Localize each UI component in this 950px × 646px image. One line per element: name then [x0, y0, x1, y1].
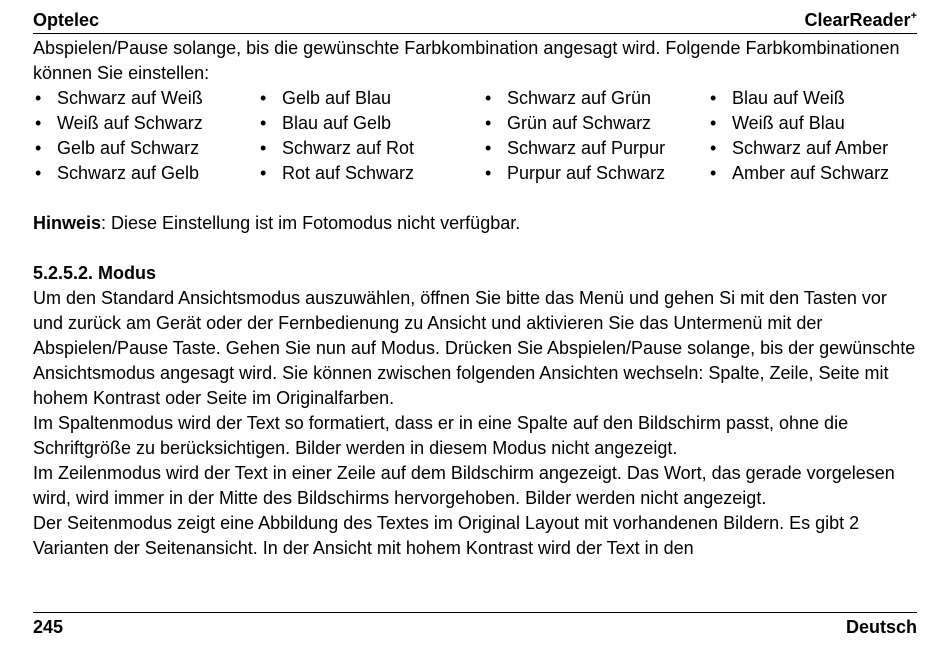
list-item: • Weiß auf Schwarz — [33, 111, 258, 136]
color-column-1 — [33, 86, 258, 186]
list-item: • Gelb auf Schwarz — [33, 136, 258, 161]
list-item: • Gelb auf Blau — [258, 86, 483, 111]
brand-name: Optelec — [33, 10, 100, 30]
list-item: • Amber auf Schwarz — [708, 161, 917, 186]
color-column-4 — [708, 86, 917, 186]
color-column-3 — [483, 86, 708, 186]
note-label: Hinweis — [33, 213, 102, 233]
note-paragraph — [33, 211, 917, 236]
page-header — [33, 8, 917, 34]
color-combination-list — [33, 86, 917, 186]
list-item: • Schwarz auf Purpur — [483, 136, 708, 161]
intro-paragraph: Abspielen/Pause solange, bis die gewünschte Farbkombination angesagt wird. Folgende Farbkombinationen können Sie einstellen: — [33, 38, 900, 83]
language-label: Deutsch — [845, 617, 917, 637]
list-item: • Schwarz auf Grün — [483, 86, 708, 111]
list-item: • Schwarz auf Amber — [708, 136, 917, 161]
body-paragraph: Um den Standard Ansichtsmodus auszuwählen, öffnen Sie bitte das Menü und gehen Si mit den Tasten vor und zurück am Gerät oder der Fernbedienung zu Ansicht und aktivieren Sie das Untermenü mit der Abspielen/Pause Taste. Gehen Sie nun auf Modus. Drücken Sie Abspielen/Pause solange, bis der gewünschte Ansichtsmodus angesagt wird. Sie können zwischen folgenden Ansichten wechseln: Spalte, Zeile, Seite mit hohem Kontrast oder Seite im Originalfarben. — [33, 288, 916, 408]
note-text: : Diese Einstellung ist im Fotomodus nicht verfügbar. — [101, 213, 521, 233]
body-paragraph: Im Spaltenmodus wird der Text so formatiert, dass er in eine Spalte auf den Bildschirm passt, ohne die Schriftgröße zu berücksichtigen. Bilder werden in diesem Modus nicht angezeigt. — [33, 413, 849, 458]
section-heading-text: 5.2.5.2. Modus — [33, 263, 157, 283]
body-paragraph: Der Seitenmodus zeigt eine Abbildung des Textes im Original Layout mit vorhandenen Bildern. Es gibt 2 Varianten der Seitenansicht. In der Ansicht mit hohem Kontrast wird der Text in den — [33, 513, 860, 558]
blank-line — [33, 236, 917, 261]
list-item: • Purpur auf Schwarz — [483, 161, 708, 186]
list-item: • Blau auf Gelb — [258, 111, 483, 136]
list-item: • Blau auf Weiß — [708, 86, 917, 111]
page-footer — [33, 612, 917, 639]
blank-line — [33, 186, 917, 211]
page-content — [33, 36, 917, 561]
list-item: • Schwarz auf Gelb — [33, 161, 258, 186]
list-item: • Grün auf Schwarz — [483, 111, 708, 136]
product-name-text: ClearReader — [804, 10, 911, 30]
section-heading — [33, 261, 917, 286]
list-item: • Weiß auf Blau — [708, 111, 917, 136]
page-number: 245 — [33, 617, 64, 637]
product-name — [805, 8, 918, 33]
list-item: • Schwarz auf Rot — [258, 136, 483, 161]
list-item: • Schwarz auf Weiß — [33, 86, 258, 111]
product-superscript: + — [910, 10, 917, 22]
color-column-2 — [258, 86, 483, 186]
body-paragraph: Im Zeilenmodus wird der Text in einer Zeile auf dem Bildschirm angezeigt. Das Wort, das gerade vorgelesen wird, wird immer in der Mitte des Bildschirms hervorgehoben. Bilder werden nicht angezeigt. — [33, 463, 895, 508]
list-item: • Rot auf Schwarz — [258, 161, 483, 186]
